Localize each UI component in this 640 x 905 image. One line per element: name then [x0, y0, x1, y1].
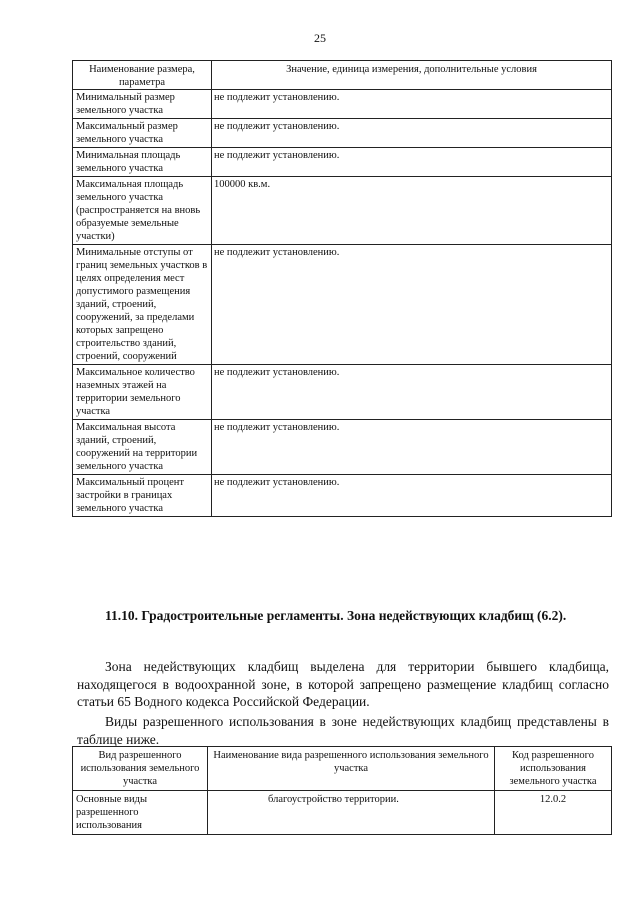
parameter-value: не подлежит установлению.: [212, 365, 612, 420]
parameter-name: Максимальная площадь земельного участка (распространяется на вновь образуемые земельные участки): [73, 177, 212, 245]
table-row: [73, 365, 612, 420]
column-header-value: Значение, единица измерения, дополнительные условия: [212, 61, 612, 90]
table-row: [73, 245, 612, 365]
parameter-name: Максимальный размер земельного участка: [73, 119, 212, 148]
parameter-name: Минимальные отступы от границ земельных участков в целях определения мест допустимого размещения зданий, строений, сооружений, за пределами которых запрещено строительство зданий, строений, сооружений: [73, 245, 212, 365]
column-header-use-type: Вид разрешенного использования земельного участка: [73, 747, 208, 791]
parameter-name: Максимальная высота зданий, строений, сооружений на территории земельного участка: [73, 420, 212, 475]
parameter-name: Максимальный процент застройки в границах земельного участка: [73, 475, 212, 517]
table-row: [73, 148, 612, 177]
table-header-row: [73, 747, 612, 791]
use-name: благоустройство территории.: [208, 791, 495, 835]
column-header-use-name: Наименование вида разрешенного использования земельного участка: [208, 747, 495, 791]
table-row: [73, 119, 612, 148]
table-row: [73, 177, 612, 245]
parameter-name: Максимальное количество наземных этажей на территории земельного участка: [73, 365, 212, 420]
parameter-value: не подлежит установлению.: [212, 420, 612, 475]
use-code: 12.0.2: [495, 791, 612, 835]
use-type: Основные виды разрешенного использования: [73, 791, 208, 835]
column-header-parameter: Наименование размера, параметра: [73, 61, 212, 90]
table-row: [73, 420, 612, 475]
parameter-value: не подлежит установлению.: [212, 119, 612, 148]
section-heading: 11.10. Градостроительные регламенты. Зона недействующих кладбищ (6.2).: [105, 608, 567, 623]
parameter-name: Минимальная площадь земельного участка: [73, 148, 212, 177]
section-paragraph: Виды разрешенного использования в зоне недействующих кладбищ представлены в таблице ниже.: [77, 714, 609, 747]
permitted-uses-table: [72, 746, 612, 835]
parameter-value: 100000 кв.м.: [212, 177, 612, 245]
parameter-value: не подлежит установлению.: [212, 90, 612, 119]
table-row: [73, 475, 612, 517]
parameter-value: не подлежит установлению.: [212, 148, 612, 177]
table-header-row: [73, 61, 612, 90]
column-header-use-code: Код разрешенного использования земельного участка: [495, 747, 612, 791]
parameter-value: не подлежит установлению.: [212, 475, 612, 517]
table-row: [73, 90, 612, 119]
page-number: 25: [314, 31, 326, 45]
parameter-value: не подлежит установлению.: [212, 245, 612, 365]
table-row: [73, 791, 612, 835]
parameter-name: Минимальный размер земельного участка: [73, 90, 212, 119]
parameters-table: [72, 60, 612, 517]
section-paragraph: Зона недействующих кладбищ выделена для территории бывшего кладбища, находящегося в водоохранной зоне, в которой запрещено размещение кладбищ согласно статьи 65 Водного кодекса Российской Федерации.: [77, 659, 609, 709]
